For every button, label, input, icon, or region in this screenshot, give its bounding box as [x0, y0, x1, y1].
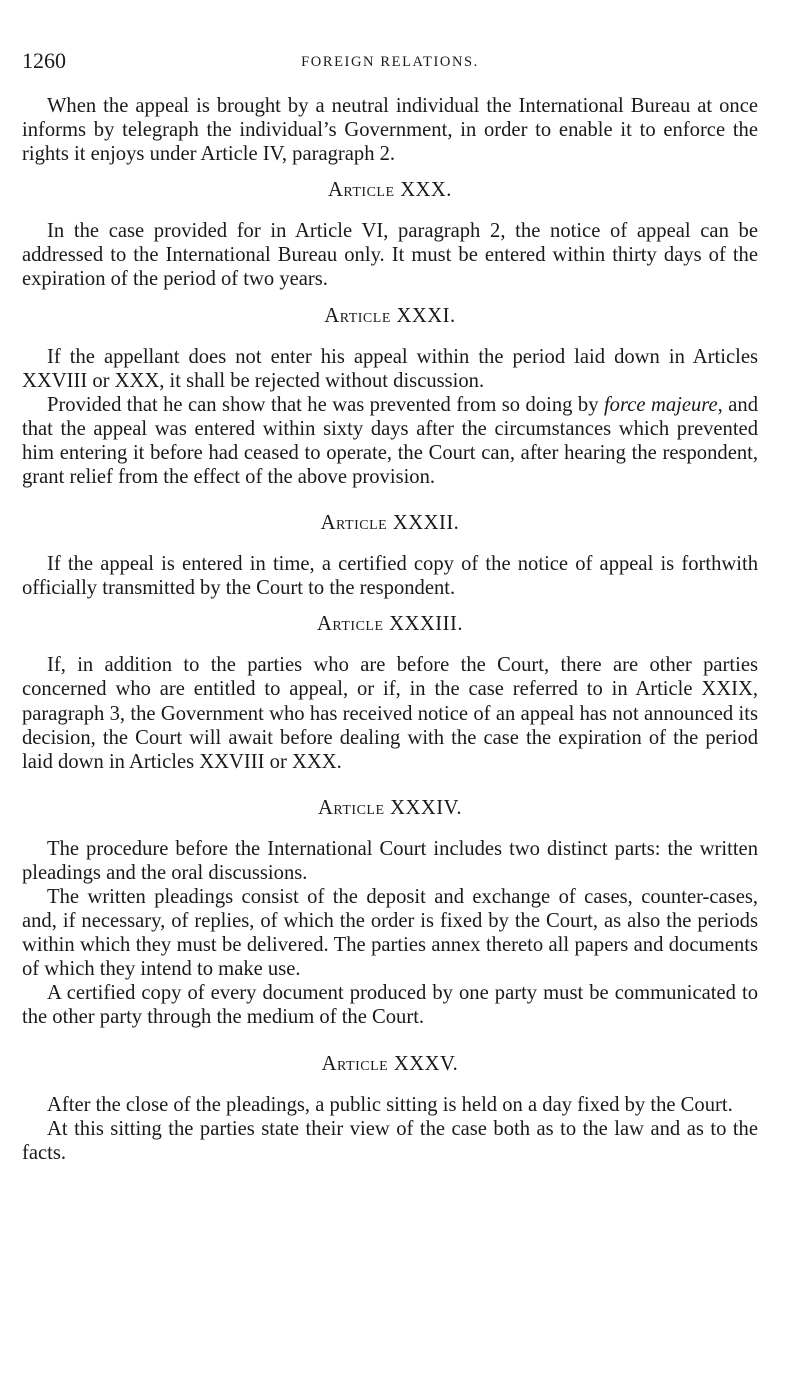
paragraph-article-xxxi-2: [22, 393, 758, 489]
italic-phrase: force majeure: [603, 393, 718, 416]
running-title: FOREIGN RELATIONS.: [301, 54, 479, 70]
paragraph-article-xxxiv-3: A certified copy of every document produced by one party must be communicated to the other party through the medium of the Court.: [22, 982, 758, 1029]
paragraph-article-xxx: In the case provided for in Article VI, paragraph 2, the notice of appeal can be addressed to the International Bureau only. It must be entered within thirty days of the expiration of the period of two years.: [22, 220, 758, 291]
article-heading-xxxii: Article XXXII.: [320, 512, 460, 535]
article-heading-xxxiii: Article XXXIII.: [316, 613, 463, 636]
paragraph-article-xxxiv-1: The procedure before the International Court includes two distinct parts: the written pleadings and the oral discussions.: [22, 837, 758, 884]
page-number: 1260: [22, 48, 66, 73]
paragraph-article-xxxiv-2: The written pleadings consist of the deposit and exchange of cases, counter-cases, and, if necessary, of replies, of which the order is fixed by the Court, as also the periods within which they must be delivered. The parties annex thereto all papers and documents of which they intend to make use.: [22, 885, 758, 981]
paragraph-article-xxxv-1: After the close of the pleadings, a public sitting is held on a day fixed by the Court.: [47, 1093, 733, 1116]
article-heading-xxxv: Article XXXV.: [321, 1052, 459, 1075]
paragraph-text: , and that the appeal was entered within sixty days after the circumstances which prevented him entering it before had ceased to operate, the Court can, after hearing the respondent, grant relief from the effect of the above provision.: [22, 393, 759, 489]
paragraph-article-xxxii: If the appeal is entered in time, a certified copy of the notice of appeal is forthwith officially transmitted by the Court to the respondent.: [22, 553, 758, 600]
article-heading-xxx: Article XXX.: [328, 179, 452, 202]
document-body: [22, 94, 758, 1165]
page-header: [22, 46, 758, 80]
document-page: [22, 0, 758, 1165]
article-heading-xxxiv: Article XXXIV.: [317, 796, 462, 819]
paragraph-article-xxxiii: If, in addition to the parties who are before the Court, there are other parties concerned who are entitled to appeal, or if, in the case referred to in Article XXIX, paragraph 3, the Government who has received notice of an appeal has not announced its decision, the Court will await before dealing with the case the expiration of the period laid down in Articles XXVIII or XXX.: [22, 654, 758, 773]
paragraph-text: Provided that he can show that he was prevented from so doing by: [47, 393, 604, 416]
paragraph-article-xxxi-1: If the appellant does not enter his appeal within the period laid down in Articles XXVIII or XXX, it shall be rejected without discussion.: [22, 345, 758, 392]
paragraph-intro: When the appeal is brought by a neutral individual the International Bureau at once informs by telegraph the individual’s Government, in order to enable it to enforce the rights it enjoys under Article IV, paragraph 2.: [22, 95, 758, 166]
article-heading-xxxi: Article XXXI.: [324, 304, 456, 327]
paragraph-article-xxxv-2: At this sitting the parties state their view of the case both as to the law and as to the facts.: [22, 1117, 758, 1164]
